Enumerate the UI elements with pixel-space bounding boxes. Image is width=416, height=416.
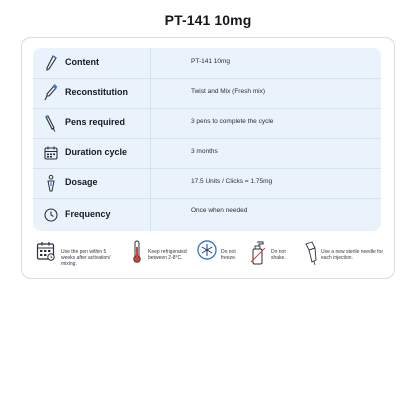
row-label: Frequency	[65, 209, 111, 219]
footer-item-do-not-freeze	[197, 238, 247, 274]
row-label: Pens required	[65, 117, 126, 127]
table-row-pens-required	[33, 108, 381, 139]
row-value: 17.5 Units / Clicks = 1.75mg	[191, 178, 273, 185]
footer-text: Use the pen within 5 weeks after activation/ mixing.	[61, 249, 111, 267]
row-value: PT-141 10mg	[191, 58, 231, 65]
footer-item-new-needle	[303, 238, 385, 274]
row-label: Reconstitution	[65, 87, 128, 97]
clock-icon	[43, 206, 59, 224]
dropper-icon	[43, 84, 59, 102]
footer-item-do-not-shake	[250, 238, 300, 274]
footer-item-usage-window	[36, 238, 116, 274]
info-table	[33, 48, 381, 231]
footer-text: Do not freeze.	[221, 249, 237, 261]
table-row-dosage	[33, 168, 381, 199]
table-row-frequency	[33, 198, 381, 231]
footer-text: Use a new sterile needle for each injection.	[321, 249, 383, 261]
page-title: PT-141 10mg	[164, 12, 252, 28]
syringe-icon	[43, 114, 59, 132]
row-value: Once when needed	[191, 207, 248, 214]
footer-text: Keep refrigerated between 2-8°C.	[148, 249, 187, 261]
row-value: 3 months	[191, 148, 218, 155]
row-label: Duration cycle	[65, 147, 128, 157]
row-value: 3 pens to complete the cycle	[191, 118, 274, 125]
needle-icon	[303, 240, 317, 266]
snowflake-icon	[197, 240, 217, 260]
table-row-content	[33, 48, 381, 79]
thermometer-icon	[131, 240, 143, 264]
calendar-grid-icon	[36, 240, 56, 262]
footer-item-refrigerate	[131, 238, 197, 274]
table-row-duration-cycle	[33, 138, 381, 169]
calendar-icon	[43, 144, 59, 162]
row-label: Dosage	[65, 177, 98, 187]
row-value: Twist and Mix (Fresh mix)	[191, 88, 266, 95]
footer-text: Do not shake.	[271, 249, 286, 261]
column-divider	[150, 48, 151, 231]
spray-bottle-icon	[250, 240, 266, 266]
row-label: Content	[65, 57, 99, 67]
person-icon	[43, 174, 59, 192]
table-row-reconstitution	[33, 78, 381, 109]
pen-icon	[43, 54, 59, 72]
